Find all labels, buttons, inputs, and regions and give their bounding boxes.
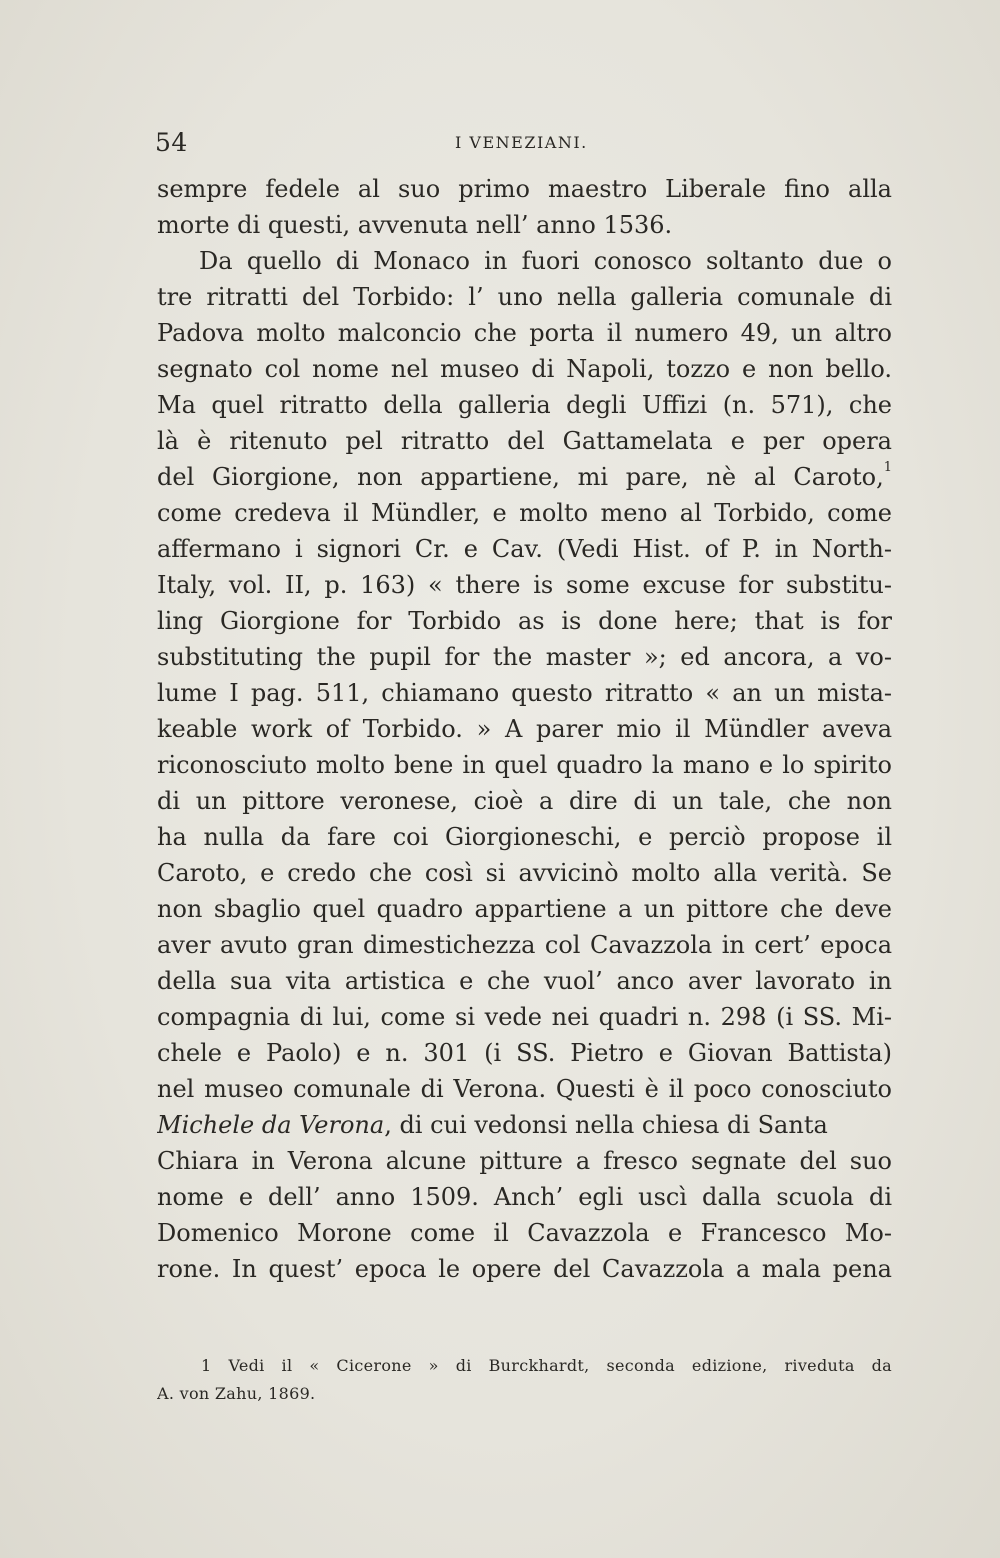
text-line: [157, 459, 892, 495]
text-line: sempre fedele al suo primo maestro Liberale fino alla: [157, 175, 892, 203]
footnote-reference: 1: [883, 460, 892, 475]
text-line: chele e Paolo) e n. 301 (i SS. Pietro e Giovan Battista): [157, 1039, 892, 1067]
text-line: là è ritenuto pel ritratto del Gattamelata e per opera: [157, 427, 892, 455]
text-line: di un pittore veronese, cioè a dire di un tale, che non: [157, 787, 892, 815]
text-line: tre ritratti del Torbido: l’ uno nella galleria comunale di: [157, 283, 892, 311]
text-line: [157, 1107, 892, 1143]
footnote-text: Vedi il « Cicerone » di Burckhardt, seconda edizione, riveduta da: [228, 1356, 892, 1375]
body-text: [157, 171, 892, 1287]
text-line: compagnia di lui, come si vede nei quadri n. 298 (i SS. Mi-: [157, 1003, 892, 1031]
text-line: Ma quel ritratto della galleria degli Uffizi (n. 571), che: [157, 391, 892, 419]
text-line: keable work of Torbido. » A parer mio il Mündler aveva: [157, 715, 892, 743]
text-line: substituting the pupil for the master »; ed ancora, a vo-: [157, 643, 892, 671]
text-line: Caroto, e credo che così si avvicinò molto alla verità. Se: [157, 859, 892, 887]
italic-name: Michele da Verona: [157, 1111, 385, 1139]
text-fragment: , di cui vedonsi nella chiesa di Santa: [384, 1111, 828, 1139]
footnote-marker: 1: [201, 1356, 212, 1375]
running-title: I VENEZIANI.: [455, 133, 588, 152]
footnote-line: [157, 1352, 892, 1380]
footnote: [157, 1352, 892, 1408]
footnote-line: A. von Zahu, 1869.: [157, 1384, 316, 1403]
text-line: rone. In quest’ epoca le opere del Cavazzola a mala pena: [157, 1255, 892, 1283]
text-line: Italy, vol. II, p. 163) « there is some excuse for substitu-: [157, 571, 892, 599]
text-line: della sua vita artistica e che vuol’ anco aver lavorato in: [157, 967, 892, 995]
text-line: ha nulla da fare coi Giorgioneschi, e perciò propose il: [157, 823, 892, 851]
running-head: [155, 128, 890, 158]
text-line: nome e dell’ anno 1509. Anch’ egli uscì dalla scuola di: [157, 1183, 892, 1211]
text-line: morte di questi, avvenuta nell’ anno 1536.: [157, 211, 673, 239]
page-number: 54: [155, 128, 188, 157]
text-fragment: del Giorgione, non appartiene, mi pare, nè al Caroto,: [157, 463, 884, 491]
text-line: Domenico Morone come il Cavazzola e Francesco Mo-: [157, 1219, 892, 1247]
text-line: Chiara in Verona alcune pitture a fresco segnate del suo: [157, 1147, 892, 1175]
text-line: non sbaglio quel quadro appartiene a un pittore che deve: [157, 895, 892, 923]
text-line: aver avuto gran dimestichezza col Cavazzola in cert’ epoca: [157, 931, 892, 959]
text-line: Da quello di Monaco in fuori conosco soltanto due o: [199, 247, 892, 275]
text-line: ling Giorgione for Torbido as is done here; that is for: [157, 607, 892, 635]
text-line: segnato col nome nel museo di Napoli, tozzo e non bello.: [157, 355, 892, 383]
text-line: riconosciuto molto bene in quel quadro la mano e lo spirito: [157, 751, 892, 779]
text-line: lume I pag. 511, chiamano questo ritratto « an un mista-: [157, 679, 892, 707]
text-line: affermano i signori Cr. e Cav. (Vedi Hist. of P. in North-: [157, 535, 892, 563]
text-line: nel museo comunale di Verona. Questi è il poco conosciuto: [157, 1075, 892, 1103]
text-line: Padova molto malconcio che porta il numero 49, un altro: [157, 319, 892, 347]
text-line: come credeva il Mündler, e molto meno al Torbido, come: [157, 499, 892, 527]
